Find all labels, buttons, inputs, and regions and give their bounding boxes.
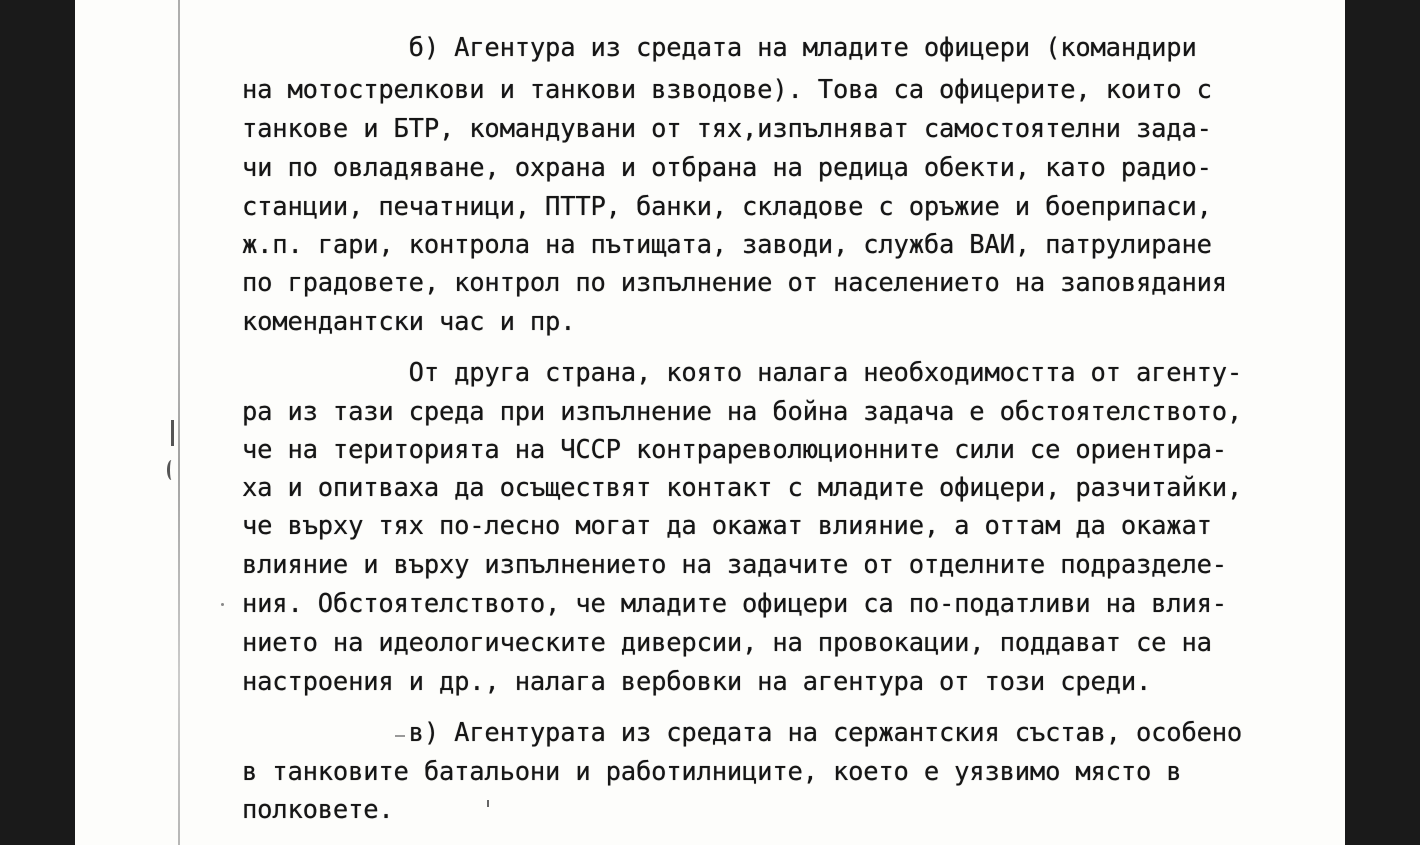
text-line: ра из тази среда при изпълнение на бойна задача е обстоятелството, [242, 397, 1243, 427]
text-line: на мотострелкови и танкови взводове). Това са офицерите, които с [242, 75, 1212, 105]
text-line: станции, печатници, ПТТР, банки, складове с оръжие и боеприпаси, [242, 192, 1212, 222]
margin-bracket [167, 460, 176, 480]
text-line: че върху тях по-лесно могат да окажат влияние, а оттам да окажат [242, 511, 1212, 541]
text-line: чи по овладяване, охрана и отбрана на редица обекти, като радио- [242, 153, 1212, 183]
text-line: танкове и БТР, командувани от тях,изпълняват самостоятелни зада- [242, 114, 1212, 144]
text-line: От друга страна, която налага необходимостта от агенту- [242, 358, 1243, 388]
text-line: комендантски час и пр. [242, 307, 576, 337]
margin-line [178, 0, 180, 845]
margin-mark [171, 420, 174, 446]
text-line: че на територията на ЧССР контрареволюционните сили се ориентира- [242, 435, 1227, 465]
text-line: ния. Обстоятелството, че младите офицери са по-податливи на влия- [242, 589, 1227, 619]
text-line: настроения и др., налага вербовки на агентура от този среди. [242, 667, 1152, 697]
text-line: ха и опитваха да осъществят контакт с младите офицери, разчитайки, [242, 473, 1243, 503]
text-line: б) Агентура из средата на младите офицери (командири [242, 33, 1197, 63]
text-line: ж.п. гари, контрола на пътищата, заводи, служба ВАИ, патрулиране [242, 230, 1212, 260]
text-line: в) Агентурата из средата на сержантския състав, особено [242, 718, 1243, 748]
text-line: по градовете, контрол по изпълнение от населението на заповядания [242, 268, 1227, 298]
text-line: влияние и върху изпълнението на задачите от отделните подразделе- [242, 550, 1227, 580]
text-line: в танковите батальони и работилниците, което е уязвимо място в [242, 757, 1182, 787]
speck [221, 603, 224, 606]
text-line: полковете. [242, 795, 394, 825]
text-line: нието на идеологическите диверсии, на провокации, поддават се на [242, 628, 1212, 658]
